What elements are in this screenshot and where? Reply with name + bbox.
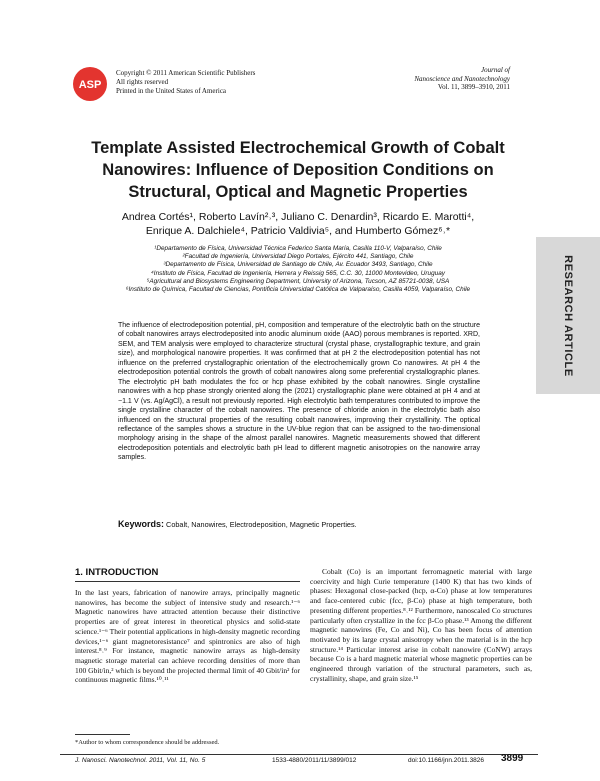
column-left: [75, 567, 300, 685]
page-number: 3899: [501, 753, 524, 764]
printed-line: Printed in the United States of America: [116, 87, 227, 95]
authors-line2: Enrique A. Dalchiele⁴, Patricio Valdivia⁵, and Humberto Gómez⁶˒*: [145, 224, 451, 237]
intro-paragraph-2: Cobalt (Co) is an important ferromagnetic material with large coercivity and high Curie temperature (1400 K) that has two kinds of phases: Hexagonal close-packed (hcp, α-Co) phase at low temperatures and face-centered cubic (fcc, β-Co) phase at high temperature, both presenting different properties.⁸˒¹² Furthermore, nanoscaled Co structures particularly often crystallize in the fcc β-Co phase.¹³ Among the different magnetic nanowires (Fe, Co and Ni), Co has been focus of attention motivated by its large crystal anisotropy when the material is in the hcp structure.¹⁴ Particular interest arise in cobalt nanowire (CoNW) arrays because Co is a hard magnetic material whose magnetic properties can be engineered through variation of the structural parameters, such as, crystallinity, shape, and grain size.¹⁵: [310, 567, 532, 683]
column-right: [310, 567, 532, 683]
journal-citation: J. Nanosci. Nanotechnol. 2011, Vol. 11, No. 5: [75, 757, 206, 764]
footnote-rule: [75, 734, 130, 735]
affiliations: [70, 245, 526, 294]
publisher-info: [116, 69, 255, 96]
abstract: The influence of electrodeposition potential, pH, composition and temperature of the electrolytic bath on the structure of cobalt nanowires arrays electrodeposited into anodic aluminum oxide (AAO) porous membranes is reported. XRD, SEM, and TEM analysis were employed to characterize structural (crystal phase, crystallographic texture, and grain size), and morphological nanowire properties. It was confirmed that at pH 2 the electrodeposition potential has not influence on the preferred crystallographic orientation of the electrochemically grown Co nanowires. At pH 4 the electrodeposition potential controls the growth of cobalt nanowires along some preferential crystallographic planes. The electrolytic pH bath modulates the fcc or hcp phase exhibited by the cobalt nanowires. Single crystalline nanowires with a hcp phase strongly oriented along the (2021) crystallographic plane were obtained at pH 4 and at −1.1 V (vs. Ag/AgCl), a result not previously reported. High electrolytic bath temperatures contributed to improve the single crystalline character of the cobalt nanowires. The presence of chloride anion in the electrolytic bath also influenced on the structural properties of the resulting cobalt nanowires, improving their crystallinity. The optical reflectance of the samples shows a structure in the UV-blue region that can be assigned to the two-dimensional morphology arising in the shape of the almost parallel nanowires. Magnetic measurements showed that different electrodeposition potentials and electrolytic bath pH lead to different magnetic anisotropies on the nanowire array samples.: [118, 322, 480, 462]
affiliation-3: ³Departamento de Física, Universidad de Santiago de Chile, Av. Ecuador 3493, Santiago, Chile: [163, 261, 433, 269]
journal-line1: Journal of: [481, 66, 510, 74]
keywords-label: Keywords:: [118, 519, 165, 529]
copyright-line: Copyright © 2011 American Scientific Publishers: [116, 69, 256, 77]
issn-code: 1533-4880/2011/11/3899/012: [272, 757, 357, 764]
rights-line: All rights reserved: [116, 78, 169, 86]
keywords: [118, 519, 480, 529]
affiliation-1: ¹Departamento de Física, Universidad Técnica Federico Santa María, Casilla 110-V, Valparaíso, Chile: [154, 245, 442, 252]
affiliation-5: ⁵Agricultural and Biosystems Engineering Department, University of Arizona, Tucson, AZ 85721-0038, USA: [146, 277, 450, 285]
doi: doi:10.1166/jnn.2011.3826: [408, 757, 485, 764]
asp-logo: [72, 66, 108, 102]
journal-info: [414, 66, 510, 92]
author-list: [70, 211, 526, 238]
intro-paragraph-1: In the last years, fabrication of nanowire arrays, principally magnetic nanowires, has become the subject of intensive study and research.¹⁻⁶ Magnetic nanowires have attracted attention because their distinctive properties are of great interest in theoretical physics and solid-state science.¹⁻⁶ Their potential applications in high-density magnetic recording devices,¹⁻⁶ giant magnetoresistance⁷ and spintronics are also of high interest.⁸˒⁹ For instance, magnetic nanowire arrays as high-density magnetic storage material can achieve recording densities of more than 100 Gbit/in,² which is beyond the projected thermal limit of 40 Gbit/in² for continuous magnetic films.¹⁰˒¹¹: [75, 588, 300, 685]
research-article-label: RESEARCH ARTICLE: [562, 254, 574, 377]
journal-volume: Vol. 11, 3899–3910, 2011: [437, 83, 510, 92]
affiliation-4: ⁴Instituto de Física, Facultad de Ingeniería, Herrera y Reissig 565, C.C. 30, 11000 Montevideo, Uruguay: [151, 269, 445, 277]
logo-text: ASP: [78, 79, 102, 91]
affiliation-2: ²Facultad de Ingeniería, Universidad Diego Portales, Ejército 441, Santiago, Chile: [182, 253, 414, 261]
section-heading-introduction: 1. INTRODUCTION: [75, 567, 300, 582]
footer-rule: [60, 754, 538, 755]
affiliation-6: ⁶Instituto de Química, Facultad de Ciencias, Pontificia Universidad Católica de Valparaíso, Casilla 4059, Valparaíso, Chile: [125, 286, 471, 294]
correspondence-footnote: *Author to whom correspondence should be addressed.: [75, 739, 220, 746]
keywords-list: Cobalt, Nanowires, Electrodeposition, Magnetic Properties.: [166, 520, 357, 529]
paper-title: Template Assisted Electrochemical Growth of Cobalt Nanowires: Influence of Deposition Conditions on Structural, Optical and Magnetic Properties: [91, 139, 505, 201]
journal-line2: Nanoscience and Nanotechnology: [414, 74, 510, 83]
authors-line1: Andrea Cortés¹, Roberto Lavín²˒³, Juliano C. Denardin³, Ricardo E. Marotti⁴,: [121, 211, 475, 223]
research-article-tab: [536, 237, 600, 394]
